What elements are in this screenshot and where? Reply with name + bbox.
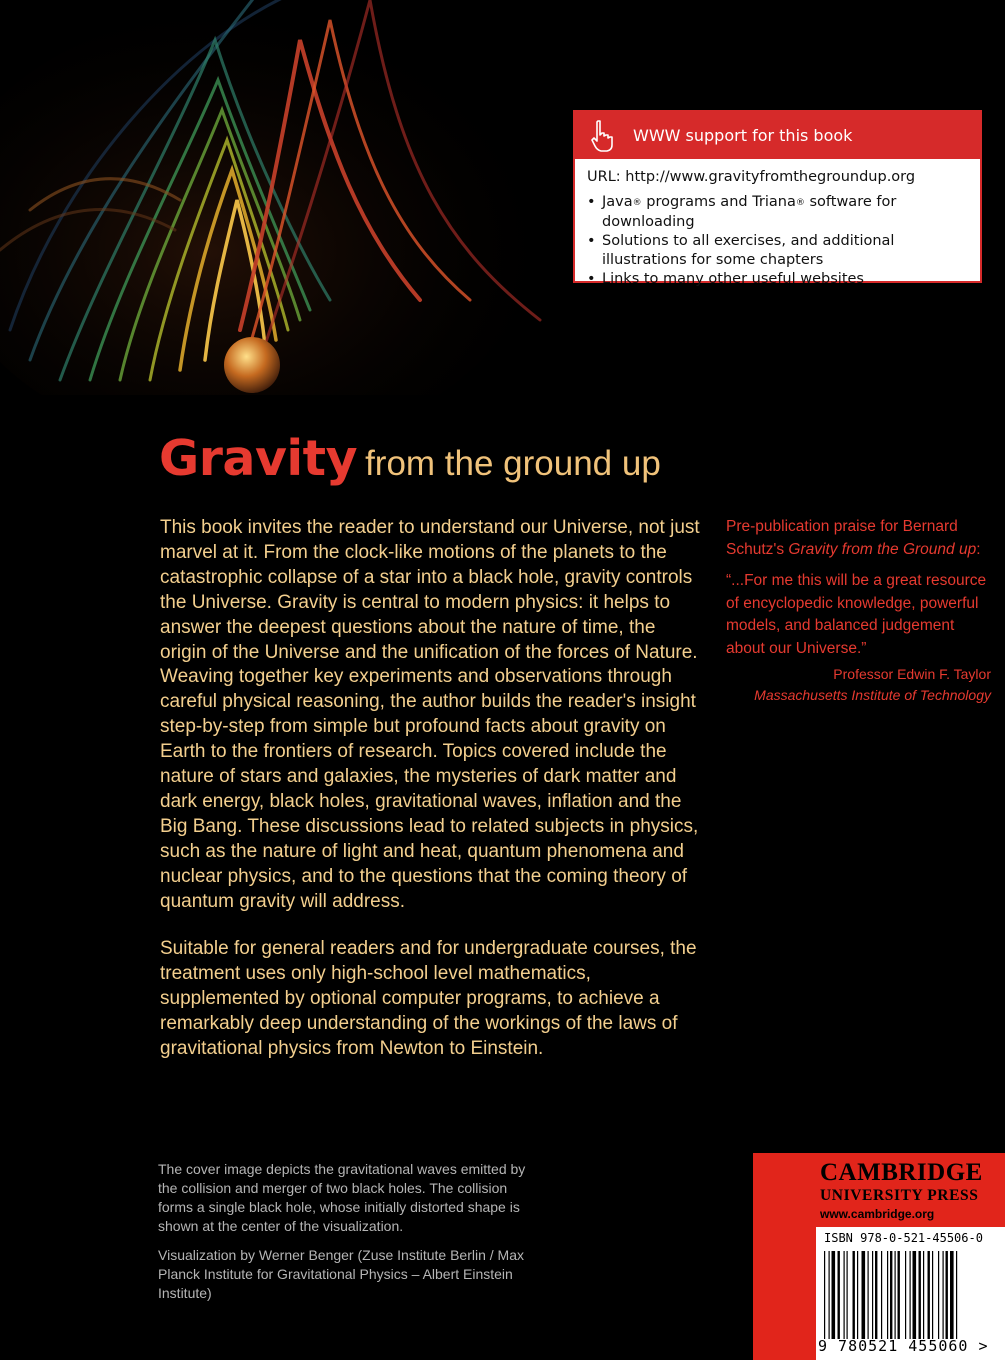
praise-intro: Pre-publication praise for Bernard Schutz's Gravity from the Ground up: — [726, 518, 981, 558]
ean-number: 9 780521 455060 > — [818, 1337, 989, 1355]
publisher-url[interactable]: www.cambridge.org — [820, 1207, 935, 1221]
praise-block — [726, 516, 991, 706]
praise-institution: Massachusetts Institute of Technology — [754, 687, 991, 703]
pointing-hand-icon — [589, 119, 619, 153]
www-support-box — [573, 110, 982, 287]
book-title — [159, 430, 661, 487]
list-item: • Java® programs and Triana® software for downloading — [587, 193, 974, 232]
praise-author: Professor Edwin F. Taylor — [833, 666, 991, 682]
description-paragraph-1: This book invites the reader to understand our Universe, not just marvel at it. From the clock-like motions of the planets to the catastrophic collapse of a star into a black hole, gravity controls the Universe. Gravity is central to modern physics: it helps to answer the deepest questions about the nature of time, the origin of the Universe and the unification of the forces of Nature. Weaving together key experiments and observations through careful physical reasoning, the author builds the reader's insight step-by-step from simple but profound facts about gravity on Earth to the frontiers of research. Topics covered include the nature of stars and galaxies, the mysteries of dark matter and dark energy, black holes, gravitational waves, inflation and the Big Bang. These discussions lead to related subjects in physics, such as the nature of light and heat, quantum phenomena and nuclear physics, and to the questions that the coming theory of quantum gravity will address. — [160, 517, 700, 912]
title-subtitle: from the ground up — [365, 444, 661, 483]
list-item: • Solutions to all exercises, and additional illustrations for some chapters — [587, 232, 974, 270]
barcode-bars — [824, 1251, 1001, 1339]
praise-quote: “...For me this will be a great resource of encyclopedic knowledge, powerful models, and balanced judgement about our Universe.” — [726, 572, 987, 657]
www-support-list — [575, 193, 980, 289]
publisher-press: UNIVERSITY PRESS — [820, 1187, 979, 1204]
cover-visualization — [0, 0, 560, 395]
description-paragraph-2: Suitable for general readers and for undergraduate courses, the treatment uses only high-school level mathematics, supplemented by optional computer programs, to achieve a remarkably deep understanding of the workings of the laws of gravitational physics from Newton to Einstein. — [160, 938, 697, 1059]
www-support-header — [575, 112, 980, 159]
www-support-title: WWW support for this book — [633, 126, 853, 145]
visualization-credit: Visualization by Werner Benger (Zuse Institute Berlin / Max Planck Institute for Gravitational Physics – Albert Einstein Institute) — [158, 1247, 524, 1301]
publisher-block — [753, 1153, 1005, 1360]
publisher-name: CAMBRIDGE — [820, 1159, 983, 1186]
list-item: • Links to many other useful websites — [587, 270, 974, 289]
title-main: Gravity — [159, 430, 358, 487]
isbn-number: ISBN 978-0-521-45506-0 — [824, 1231, 983, 1245]
www-url[interactable]: URL: http://www.gravityfromthegroundup.org — [587, 169, 916, 185]
barcode — [816, 1227, 1005, 1360]
cover-image-credit: The cover image depicts the gravitational waves emitted by the collision and merger of two black holes. The collision forms a single black hole, whose initially distorted shape is shown at the center of the visualization. — [158, 1161, 526, 1234]
